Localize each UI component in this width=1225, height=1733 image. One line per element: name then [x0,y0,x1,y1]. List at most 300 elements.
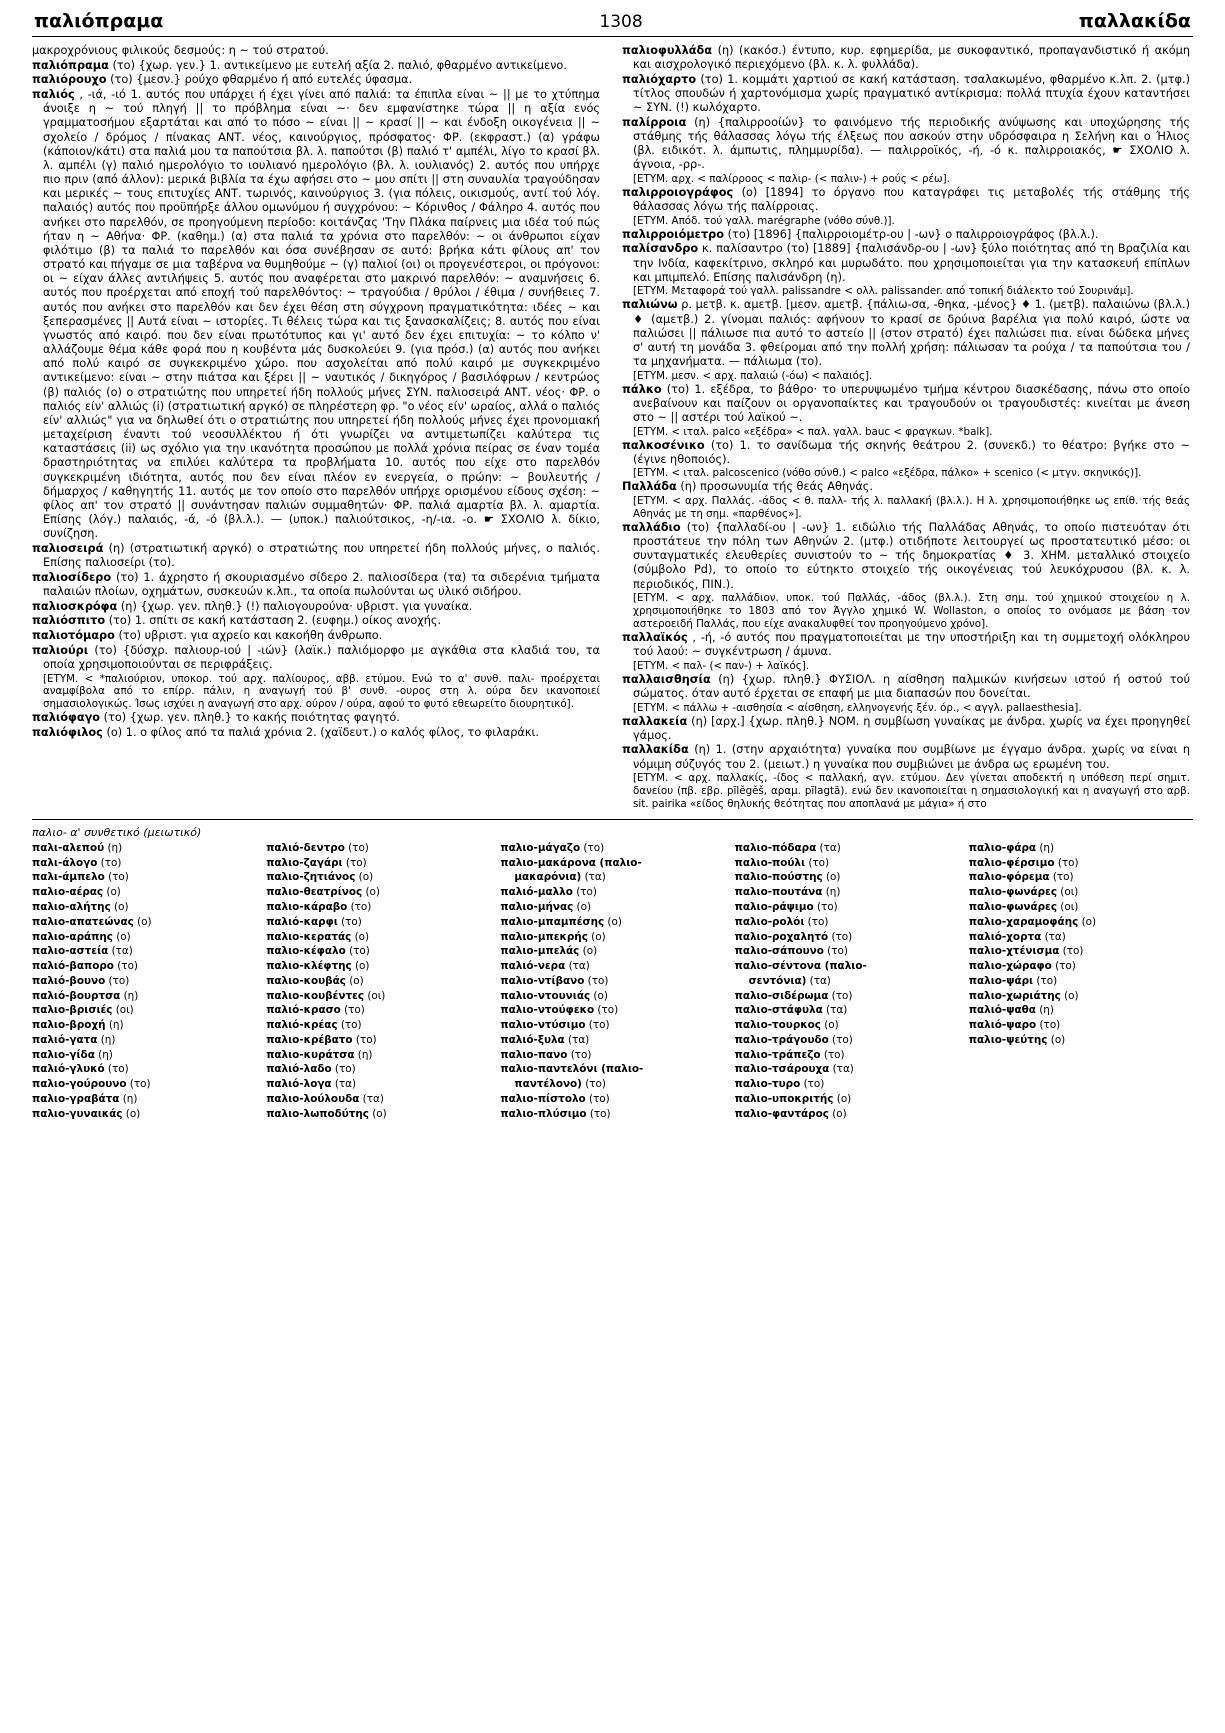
entry-headword: παλιοφυλλάδα [622,44,713,57]
compound-gender: (το) [823,945,848,958]
compound-word: παλιο-αέρας [32,886,104,899]
compound-word: παλιο-φέρσιμο [968,856,1055,869]
compound-item [500,1018,724,1033]
compound-item [266,1018,490,1033]
entry-etymology: [ΕΤΥΜ. < αρχ. παλλακίς, -ίδος < παλλακή, αγν. ετύμου. Δεν γίνεται αποδεκτή η υπόθεση περί σημιτ. δανείου (πβ. εβρ. pīlĕgĕš, αραμ. pīlagtā). ενώ δεν ικανοποιείται η σημασιολογική και η αναγωγή στο αρβ. sit. pairika «είδος θηλυκής θεότητας που αποπλανά με μάγια» ή στο [633,772,1190,811]
compound-item [735,1077,959,1092]
compound-gender: (ο) [579,945,598,958]
compound-item [266,1048,490,1063]
compound-word: παλιο-κουβάς [266,974,346,987]
compound-item [32,974,256,989]
dictionary-entry [32,614,600,628]
compound-gender: (η) [97,1033,116,1046]
compound-gender: (το) [828,989,853,1002]
dictionary-entry [622,186,1190,214]
compound-gender: (ο) [351,960,370,973]
compound-gender: (ο) [368,1107,387,1120]
entry-etymology: [ΕΤΥΜ. < *παλιούριον, υποκορ. τού αρχ. παλίουρος, αββ. ετύμου. Ενώ το α' συνθ. παλι- προέρχεται αναμφίβολα από το επίρρ. πάλιν, η αναγωγή τού β' συνθ. -ουρος στη λ. ούρα δεν ικανοποιεί σημασιολογικώς. Ίσως ισχύει η αναγωγή στο αρχ. ούρον / ούρα, αφού το φυτό εθεωρείτο διουρητικό]. [43,672,600,711]
compound-gender: (η) [94,1048,113,1061]
compound-word: παλιο-ντουνιάς [500,989,591,1002]
entry-definition: , -ιά, -ιό 1. αυτός που υπάρχει ή έχει γίνει από παλιά: τα έπιπλα είναι ~ || με το χτύπημα άνοιξε η ~ τού πληγή || το πρόβλημα είναι ~· δεν εμφανίστηκε τώρα || η αξία ενός γραμματοσήμου εξαρτάται και από το πόσο ~ είναι || ~ κρασί || ~ και ένδοξη οικογένεια || ~ σχολείο / δρόμος / πίνακας ΑΝΤ. νέος, καινούργιος, πρόσφατος· ΦΡ. (εκφραστ.) (α) γράφω (κάποιον/κάτι) στα παλιά μου τα παπούτσια βλ. λ. παπούτσι (β) παλιό τ' αμπέλι, λίγο το κρασί βλ. λ. αμπέλι (γ) παλιό ημερολόγιο το ιουλιανό ημερολόγιο (βλ. λ. ιουλιανός) 2. αυτός που υπήρχε πιο πριν (από άλλον): μερικά βιβλία τα έχω αφήσει στο ~ μου σπίτι || στη συναυλία τραγούδησαν και μερικές ~ τους επιτυχίες ΑΝΤ. τωρινός, καινούργιος 3. (για πόλεις, οικισμούς, αντί τού λόγ. παλαιός) αυτός που προϋπήρξε άλλου ομωνύμου ή συγχρόνου: ~ Κόρινθος / Φάληρο 4. αυτός που ανήκει στο παρελθόν, σε προηγούμενη περίοδο: κοιτάνζας 'Την Πλάκα παίρνεις μια ιδέα τού πώς ήταν η ~ Αθήνα· ΦΡ. (καθημ.) (α) στα παλιά τα χρόνια στο παρελθόν: ~ οι άνθρωποι είχαν φιλότιμο (β) τα παλιά το παρελθόν και όσα συνέβησαν σε αυτό: βρήκα κάτι φίλους απ' τον στρατό και πήγαμε σε μια ταβέρνα να θυμηθούμε ~ (γ) παλιοί (οι) οι προγενέστεροι, οι πρόγονοι: οι ~ είχαν άλλες αντιλήψεις 5. αυτός που αναφέρεται στο μακρινό παρελθόν: ~ αναμνήσεις 6. αυτός που προέρχεται από εποχή τού παρελθόντος: ~ τραγούδια / θρύλοι / έθιμα / συνήθειες 7. αυτός που ανήκει στο παρελθόν και δεν έχει θέση στη σύγχρονη πραγματικότητα: ιδέες ~ και ξεπερασμένες || Αυτά είναι ~ ιστορίες. Τι θέλεις τώρα και τις ξανασκαλίζεις; 8. αυτός που είναι γνωστός από καιρό. που δεν είναι πρωτότυπος και γι' αυτό δεν έχει επιτυχία: ~ το κόλπο ν' αλλάζουμε θέμα κάθε φορά που η κουβέντα μάς δυσκολεύει 9. (για πρόσ.) (α) αυτός που ανήκει από πολύ καιρό σε συγκεκριμένο χώρο. που ασχολείται από πολύ καιρό με συγκεκριμένο αντικείμενο: είναι ~ στην πιάτσα και ξέρει || ~ ναυτικός / δικηγόρος / βασιλόφρων / κεντρώος (β) παλιός (ο) ο στρατιώτης που υπηρετεί ήδη πολλούς μήνες ΣΥΝ. παλιοσειρά ΑΝΤ. νέος· ΦΡ. ο παλιός είν' αλλιώς (i) (στρατιωτική αργκό) σε πληρέστερη φρ. "ο νέος είν' ωραίος, αλλά ο παλιός είν' αλλιώς" για να δηλωθεί ότι ο στρατιώτης που υπηρετεί ήδη πολλούς μήνες έχει προνομιακή μεταχείριση έναντι τού νεοσυλλέκτου ή ότι γνωρίζει να αντιμετωπίζει καλύτερα τις καταστάσεις (ii) ως σχόλιο για την ικανότητα προσώπου με πολλά χρόνια πείρας σε έναν τομέα δραστηριότητας να επιλύει καλύτερα τα προβλήματα 10. αυτός που είχε στο παρελθόν συγκεκριμένη ιδιότητα, αυτός που δεν είναι πλέον εν ενεργεία, ο πρώην: ~ βουλευτής / δήμαρχος / καθηγητής 11. αυτός με τον οποίο στο παρελθόν υπήρχε ορισμένου είδους σχέση: ~ φίλος απ' τον στρατό || συνάντησαν παλιών συμμαθητών· ΦΡ. παλιά αμαρτία βλ. λ. αμαρτία. Επίσης (λόγ.) παλαιός, -ά, -ό (βλ.λ.). — (υποκ.) παλιούτσικος, -η/-ια. -ο. ☛ ΣΧΟΛΙΟ λ. δίκιο, συνίζηση. [43,88,600,541]
compound-word: παλιό-ξυλα [500,1033,565,1046]
compound-word: παλιο-μπεκρής [500,930,588,943]
compound-word: μακαρόνια) [514,871,582,884]
compound-item [500,1107,724,1122]
right-column [622,44,1190,811]
entry-headword: παλιόπραμα [32,58,109,72]
entry-etymology: [ΕΤΥΜ. < πάλλω + -αισθησία < αίσθηση, ελληνογενής ξέν. όρ., < αγγλ. pallaesthesia]. [633,701,1082,714]
compound-gender: (το) [1051,960,1076,973]
compound-gender: (η) [104,841,123,854]
compound-item [969,959,1193,974]
entry-definition: (το) {χωρ. γεν.} 1. αντικείμενο με ευτελή αξία 2. παλιό, φθαρμένο αντικείμενο. [108,58,567,72]
compound-item [500,1062,724,1077]
compound-gender: (η) [354,1048,373,1061]
compound-word: παλιό-βουρτσα [32,989,121,1002]
compound-item [500,974,724,989]
compound-gender: (οι) [1057,886,1079,899]
compound-item [969,1077,1193,1092]
dictionary-entry [622,673,1190,701]
entry-definition: ρ. μετβ. κ. αμετβ. [μεσν. αμετβ. {πάλιω-σα, -θηκα, -μένος} ♦ 1. (μετβ). παλαιώνω (βλ.λ.) ♦ (αμετβ.) 2. γίνομαι παλιός: αφήνουν το κρασί σε δρύινα βαρέλια για πολύ καιρό, ώστε να παλιώσει || πάλιωσε πια αυτό το αστείο || (στον στρατό) έχει παλιώσει πια. είναι δώδεκα μήνες σ' αυτή τη μονάδα 3. φθείρομαι από την πολλή χρήση: πάλιωσαν τα ρούχα / τα παπούτσια του / τα μηχανήματα. — πάλιωμα (το). [633,298,1190,369]
entry-headword: παλιρροιογράφος [622,185,734,199]
entry-headword: Παλλάδα [622,480,677,494]
compound-item [266,974,490,989]
compound-item [32,1018,256,1033]
compound-word: παλιο-ντίβανο [500,974,585,987]
entry-headword: παλιόσπιτο [32,614,106,628]
compound-item [266,959,490,974]
compound-word: παλιο-χτένισμα [968,945,1060,958]
header-divider [32,36,1193,37]
compound-word: παλι-αλεπού [32,841,105,854]
compound-item [735,1092,959,1107]
compound-item [969,856,1193,871]
compound-word: παλιο-υποκριτής [734,1092,834,1105]
compound-gender: (η) [119,1092,138,1105]
compound-gender: (το) [331,1063,356,1076]
compound-word: παλιό-κρέας [266,1019,338,1032]
compound-gender: (η) [105,1019,124,1032]
compound-word: παλιο-πλύσιμο [500,1107,587,1120]
compound-item [500,870,724,885]
compound-gender: (ο) [604,915,622,928]
entry-headword: παλίσανδρο [622,242,699,256]
compound-gender: (ο) [110,901,129,914]
compound-item [735,1048,959,1063]
compound-gender: (ο) [573,901,592,914]
compound-gender: (τα) [565,960,590,973]
compound-word: παλιό-γατα [32,1033,98,1046]
compound-word: παλιο-σάπουνο [734,945,824,958]
compound-item [32,1092,256,1107]
compound-item [500,1077,724,1092]
entry-headword: παλιόφαγο [32,711,101,725]
entry-headword: παλιώνω [622,298,678,312]
compound-word: παλιο-αστεία [32,945,109,958]
compound-item [735,944,959,959]
compound-gender: (η) [120,989,139,1002]
entry-headword: παλιοσειρά [32,542,104,556]
compound-word: σεντόνια) [748,974,807,987]
compound-word: παλι-άλογο [32,856,98,869]
compound-item [266,1077,490,1092]
compound-word: παλιο-ψεύτης [968,1033,1048,1046]
compound-gender: (οι) [1057,901,1079,914]
compound-item [735,1018,959,1033]
compound-gender: (ο) [590,989,608,1002]
dictionary-entry [622,242,1190,285]
compound-gender: (τα) [806,974,831,987]
dictionary-entry [622,480,1190,494]
compound-item [735,974,959,989]
compound-item [969,900,1193,915]
compound-item [969,1062,1193,1077]
compound-gender: (το) [113,960,138,973]
compound-word: παλιο-αλήτης [32,901,111,914]
compound-word: παλιο-πίστολο [500,1092,586,1105]
running-head-left: παλιόπραμα [34,10,164,32]
compound-word: παλιο-κέφαλο [266,945,346,958]
compound-word: παλιο-τουρκος [734,1019,821,1032]
compound-gender: (η) [1035,1004,1054,1017]
compound-word: παντέλονο) [514,1078,582,1091]
compound-item [969,841,1193,856]
entry-headword: παλλακεία [622,714,688,728]
entry-continuation: μακροχρόνιους φιλικούς δεσμούς: η ~ τού στρατού. [32,44,329,57]
compound-item [500,930,724,945]
compound-item [735,841,959,856]
compound-gender: (το) [805,856,830,869]
dictionary-entry [32,571,600,599]
dictionary-entry [622,743,1190,771]
entry-definition: (η) (κακόσ.) έντυπο, κυρ. εφημερίδα, με συκοφαντικό, προπαγανδιστικό ή ακόμη και αισχρολογικό περιεχόμενο (βλ. κ. λ. φυλλάδα). [633,44,1190,72]
compound-item [266,856,490,871]
compound-item [266,900,490,915]
compound-gender: (το) [580,841,605,854]
compound-item [969,915,1193,930]
dictionary-entry [32,73,600,87]
compound-gender: (ο) [587,930,606,943]
compound-item [969,1003,1193,1018]
entry-headword: παλιόφιλος [32,726,103,739]
compound-gender: (το) [342,856,367,869]
compound-word: παλιο-πανο [500,1048,568,1061]
compound-word: παλιό-κρασο [266,1004,341,1017]
entry-definition: (η) [αρχ.] {χωρ. πληθ.} ΝΟΜ. η συμβίωση γυναίκας με άνδρα. χωρίς να έχει προηγηθεί γάμος. [633,714,1190,742]
compound-word: παλιο-μπελάς [500,945,580,958]
compound-item [500,1033,724,1048]
compound-item [266,1092,490,1107]
compound-gender: (ο) [828,1107,847,1120]
compound-gender: (το) [1033,974,1058,987]
compound-gender: (το) [1049,871,1074,884]
compound-gender: (το) [572,886,597,899]
compound-word: παλιο-ράψιμο [734,901,814,914]
compound-gender: (η) [822,886,841,899]
entry-headword: παλιόχαρτο [622,72,697,86]
entry-etymology: [ΕΤΥΜ. μεσν. < αρχ. παλαιώ (-όω) < παλαιός]. [633,369,873,382]
entry-etymology: [ΕΤΥΜ. Απόδ. τού γαλλ. marégraphe (νόθο σύνθ.)]. [633,214,895,227]
compound-word: παλιο-σέντονα (παλιο- [734,960,867,973]
compound-item [735,885,959,900]
compound-gender: (το) [828,930,853,943]
compound-item [500,959,724,974]
compound-gender: (το) [126,1078,151,1091]
dictionary-entry [622,715,1190,743]
compound-gender: (ο) [833,1092,852,1105]
entry-definition: (η) 1. (στην αρχαιότητα) γυναίκα που συμβίωνε με έγγαμο άνδρα. χωρίς να είναι η νόμιμη σύζυγός του 2. (μειωτ.) η γυναίκα που συμβιώνει με άνδρα ως ερωμένη του. [633,743,1190,771]
compound-word: παλιο-πούλι [734,856,806,869]
compound-item [500,989,724,1004]
compound-word: παλιο-ψάρι [968,974,1034,987]
compound-item [735,989,959,1004]
compound-word: παλιο-στάφυλα [734,1004,823,1017]
compounds-grid [32,841,1193,1122]
compound-gender: (το) [344,841,369,854]
compound-item [969,885,1193,900]
compound-word: παλιο-κερατάς [266,930,352,943]
compound-item [32,885,256,900]
dictionary-entry [32,629,600,643]
compound-item [735,915,959,930]
compound-gender: (οι) [364,989,386,1002]
compound-word: παλιο-αράπης [32,930,113,943]
compound-word: παλιο-φόρεμα [968,871,1050,884]
compound-word: παλιό-βουνο [32,974,106,987]
compound-gender: (τα) [108,945,133,958]
entry-headword: παλιούρι [32,643,89,657]
entry-definition: (η) (στρατιωτική αργκό) ο στρατιώτης που υπηρετεί ήδη πολλούς μήνες, ο παλιός. Επίσης παλιοσείρι (το). [43,542,600,570]
entry-headword: πάλκο [622,382,662,396]
entry-headword: παλιρροιόμετρο [622,227,725,241]
compound-item [32,1003,256,1018]
compound-word: παλιο-μήνας [500,901,574,914]
compound-item [32,1107,256,1122]
compound-word: παλιο-λούλουδα [266,1092,360,1105]
dictionary-entry [622,73,1190,116]
entry-headword: παλιοσίδερο [32,570,112,584]
compound-item [32,915,256,930]
entry-etymology: [ΕΤΥΜ. < αρχ. Παλλάς. -άδος < θ. παλλ- τής λ. παλλακή (βλ.λ.). Η λ. χρησιμοποιήθηκε ως επίθ. τής θεάς Αθηνάς με τη σημ. «παρθένος»]. [633,495,1190,520]
compound-word: παλιο-βρισιές [32,1004,113,1017]
running-head-right: παλλακίδα [1078,10,1191,32]
compound-item [32,944,256,959]
compound-word: παλιο-κυράτσα [266,1048,355,1061]
entry-definition: (το) {παλλαδί-ου | -ων} 1. ειδώλιο τής Παλλάδας Αθηνάς, το οποίο πιστευόταν ότι προστάτευε την πόλη των Αθηνών 2. (μτφ.) οτιδήποτε λειτουργεί ως προστατευτικό μέσο: οι συνταγματικές ελευθερίες συνιστούν το ~ τής δημοκρατίας ♦ 3. ΧΗΜ. μεταλλικό στοιχείο (σύμβολο Pd), το οποίο το εύτηκτο στοιχείο τής οικογένειας τού λευκόχρυσου (βλ. κ. λ. περιοδικός, ΠΙΝ.). [633,520,1190,591]
entry-definition: (ο) [1894] το όργανο που καταγράφει τις μεταβολές τής στάθμης τής θάλασσας λόγω τής παλίρροιας. [633,185,1190,214]
compound-gender: (το) [340,1004,365,1017]
dictionary-entry [32,59,600,73]
compound-word: παλιό-λογα [266,1078,332,1091]
compound-gender: (το) [804,915,829,928]
compound-item [266,1062,490,1077]
entry-headword: παλκοσένικο [622,438,705,452]
dictionary-entry [622,383,1190,426]
compound-item [266,930,490,945]
compound-gender: (το) [352,1033,377,1046]
compound-item [969,974,1193,989]
entry-definition: (η) προσωνυμία τής θεάς Αθηνάς. [676,480,873,494]
compound-word: παλιο-μάγαζο [500,841,581,854]
compound-item [735,900,959,915]
compound-word: παλιο-παντελόνι (παλιο- [500,1063,644,1076]
compound-item [500,915,724,930]
entry-definition: (το) 1. κομμάτι χαρτιού σε κακή κατάσταση. τσαλακωμένο, φθαρμένο κ.λπ. 2. (μτφ.) τίτλος σπουδών ή χαρτονόμισμα χωρίς πραγματικό αντίκρισμα: πολλά πτυχία έχουν καταντήσει ~ ΣΥΝ. (!) κωλόχαρτο. [633,72,1190,115]
dictionary-entry [622,631,1190,659]
entry-definition: (το) 1. εξέδρα, το βάθρο· το υπερυψωμένο τμήμα κέντρου διασκέδασης, πάνω στο οποίο ανεβαίνουν και παίζουν οι οργανοπαίκτες και τραγουδούν οι τραγουδιστές: κινείται με άνεση στο ~ || αστέρι τού λαϊκού ~. [633,382,1190,424]
compound-gender: (το) [594,1004,619,1017]
compound-gender: (το) [105,974,130,987]
compound-word: παλιο-τράπεζο [734,1048,821,1061]
entry-definition: (η) {χωρ. γεν. πληθ.} (!) παλιογουρούνα· υβριστ. για γυναίκα. [117,599,473,613]
compound-gender: (το) [584,974,609,987]
compound-word: παλιο-γραβάτα [32,1092,120,1105]
compound-word: παλιο-βροχή [32,1019,106,1032]
compound-word: παλιό-γλυκό [32,1063,105,1076]
compound-word: παλιο-λωποδύτης [266,1107,369,1120]
compound-word: παλιο-τυρο [734,1078,801,1091]
compound-item [266,1033,490,1048]
compound-word: παλιο-φωνάρες [968,901,1057,914]
entry-definition: (το) [1896] {παλιρροιομέτρ-ου | -ων} ο παλιρροιογράφος (βλ.λ.). [724,227,1099,241]
compound-gender: (ο) [362,886,380,899]
compound-item [32,1077,256,1092]
compound-word: παλιο-πούστης [734,871,823,884]
entry-etymology: [ΕΤΥΜ. < ιταλ. palcoscenico (νόθο σύνθ.) < palco «εξέδρα, πάλκο» + scenico (< μτγν. σκηνικός)]. [633,467,1142,480]
entry-definition: (ο) 1. ο φίλος από τα παλιά χρόνια 2. (χαϊδευτ.) ο καλός φίλος, το φιλαράκι. [102,726,539,739]
compound-gender: (η) [1036,841,1055,854]
compound-word: παλιό-ψαρο [968,1019,1037,1032]
compound-word: παλιό-λαδο [266,1063,332,1076]
compound-item [969,870,1193,885]
dictionary-entry [32,88,600,542]
compound-gender: (το) [104,871,129,884]
compound-item [500,1003,724,1018]
compound-item [969,1033,1193,1048]
compound-item [969,1048,1193,1063]
dictionary-entry [622,298,1190,369]
entry-definition: (το) 1. το σανίδωμα τής σκηνής θεάτρου 2. (συνεκδ.) το θέατρο: βγήκε στο ~ (έγινε ηθοποιός). [633,438,1190,466]
compound-gender: (το) [337,1019,362,1032]
compound-gender: (τα) [564,1033,590,1046]
entry-etymology: [ΕΤΥΜ. < αρχ. παλλάδιον. υποκ. τού Παλλάς, -άδος (βλ.λ.). Στη σημ. τού χημικού στοιχείου η λ. χρησιμοποιήθηκε το 1803 από τον Άγγλο χημικό W. Wollaston, ο οποίος το ονόμασε με βάση τον αστεροειδή Παλλάς, που είχε ανακαλυφθεί τον προηγούμενο χρόνο]. [633,592,1190,631]
compound-word: παλιο-απατεώνας [32,915,134,928]
entry-definition: (το) {χωρ. γεν. πληθ.} το κακής ποιότητας φαγητό. [100,711,400,725]
compound-item [500,944,724,959]
compound-gender: (το) [828,1033,853,1046]
compound-item [735,870,959,885]
compound-word: παλιο-μπαμπέσης [500,915,605,928]
compound-word: παλιο-χαραμοφάης [968,915,1079,928]
compound-item [32,930,256,945]
compound-word: παλιο-ντύσιμο [500,1019,586,1032]
dictionary-entry [622,439,1190,467]
compound-gender: (τα) [359,1092,384,1105]
compound-word: παλιο-κρέβατο [266,1033,353,1046]
compound-word: παλιό-νερα [500,960,566,973]
compound-word: παλιό-μαλλο [500,886,573,899]
entry-definition: (η) {παλιρροοίών} το φαινόμενο τής περιοδικής ανύψωσης και υποχώρησης τής στάθμης τής θάλασσας λόγω τής έλξεως που ασκούν στην υδρόσφαιρα η Σελήνη και ο Ήλιος (βλ. ειδικότ. λ. άμπωτις, πλημμυρίδα). — παλιρροϊκός, -ή, -ό κ. παλιρροιακός, ☛ ΣΧΟΛΙΟ λ. άγνοια, -ρρ-. [633,115,1190,172]
body-columns [0,44,1225,811]
compound-item [266,944,490,959]
compound-item [735,1033,959,1048]
compound-gender: (ο) [345,974,364,987]
entry-headword: παλιός [32,88,75,102]
compound-item [266,1107,490,1122]
compound-word: παλιο-τράγουδο [734,1033,829,1046]
compound-gender: (ο) [1060,989,1079,1002]
compound-item [32,1033,256,1048]
entry-definition: κ. παλίσαντρο (το) [1889] {παλισάνδρ-ου | -ων} ξύλο ποιότητας από τη Βραζιλία και την Ινδία, καφεκίτρινο, σκληρό και μυρωδάτο. που χρησιμοποιείται για την κατασκευή επίπλων και μπιμπελό. Επίσης παλισάνδρη (η). [633,242,1190,284]
compound-gender: (ο) [1078,915,1097,928]
entry-definition: (το) {δύσχρ. παλιουρ-ιού | -ιών} (λαϊκ.) παλιόμορφο με αγκάθια στα κλαδιά του, τα οποία χρησιμοποιούνται σε περιφράξεις. [43,643,600,671]
dictionary-entry [622,116,1190,173]
compound-word: παλιο-γυναικάς [32,1107,123,1120]
compound-gender: (το) [813,901,838,914]
compound-gender: (το) [347,901,372,914]
compound-gender: (το) [585,1019,610,1032]
compound-item [735,1062,959,1077]
compound-word: παλιο-φωνάρες [968,886,1057,899]
dictionary-entry [622,44,1190,72]
compound-item [969,944,1193,959]
compound-gender: (τα) [1041,930,1066,943]
compound-word: παλιο-γούρουνο [32,1078,127,1091]
entry-definition: , -ή, -ό αυτός που πραγματοποιείται με την υποστήριξη και τη συμμετοχή ολόκληρου τού λαού: ~ συγκέντρωση / άμυνα. [633,630,1190,659]
compound-gender: (ο) [1047,1033,1066,1046]
compounds-title: παλιο- α' συνθετικό (μειωτικό) [32,825,202,839]
compound-word: παλιο-τσάρουχα [734,1063,830,1076]
compound-word: παλιο-σιδέρωμα [734,989,829,1002]
entry-etymology: [ΕΤΥΜ. < παλ- (< παν-) + λαϊκός]. [633,659,810,672]
compound-gender: (το) [800,1078,825,1091]
page-number: 1308 [599,12,643,32]
entry-etymology: [ΕΤΥΜ. αρχ. < παλίρροος < παλιρ- (< παλιν-) + ρούς < ρέω]. [633,173,950,186]
compound-word: παλιό-χορτα [968,930,1042,943]
compound-word: παλιο-ρολόι [734,915,805,928]
compound-gender: (ο) [355,871,374,884]
compound-item [735,1003,959,1018]
compound-word: παλι-άμπελο [32,871,105,884]
compound-item [266,1003,490,1018]
compound-gender: (τα) [816,841,841,854]
compound-gender: (το) [345,945,370,958]
compound-gender: (τα) [822,1004,848,1017]
compound-gender: (το) [1054,856,1079,869]
compound-item [500,1092,724,1107]
dictionary-entry [32,711,600,725]
compound-gender: (το) [1059,945,1084,958]
compound-word: παλιό-καρφι [266,915,338,928]
dictionary-entry [32,644,600,672]
entry-definition: (η) {χωρ. πληθ.} ΦΥΣΙΟΛ. η αίσθηση παλμικών κινήσεων ιστού ή οστού τού σώματος. όταν αυτό έρχεται σε επαφή με μια διαπασών που δονείται. [633,672,1190,700]
compound-gender: (το) [820,1048,845,1061]
compounds-divider [32,819,1193,820]
compound-word: παλιό-βαπορο [32,960,114,973]
entry-headword: παλλακίδα [622,743,689,757]
compound-word: παλιό-δεντρο [266,841,345,854]
compound-item [32,870,256,885]
entry-headword: παλιοτόμαρο [32,629,115,643]
compounds-section [0,826,1225,1122]
dictionary-entry [32,726,600,740]
compound-word: παλιο-κάραβο [266,901,348,914]
compound-word: παλιο-πόδαρα [734,841,817,854]
compound-item [735,959,959,974]
left-column [32,44,600,811]
compound-gender: (οι) [112,1004,134,1017]
